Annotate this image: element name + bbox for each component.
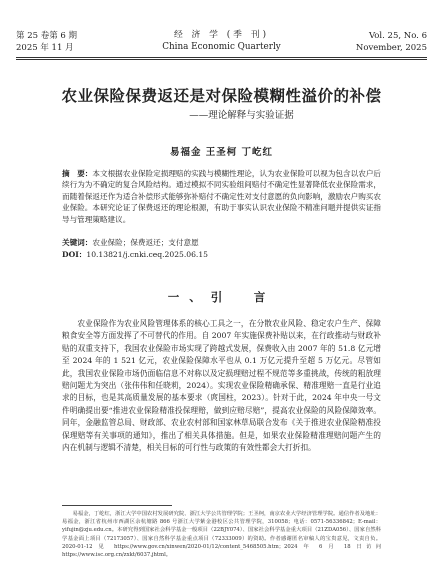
header-rule-bottom [16, 59, 427, 60]
article-subtitle: ——理论解释与实验证据 [189, 110, 294, 121]
body-paragraph: 农业保险作为农业风险管理体系的核心工具之一，在分散农业风险、稳定农户生产、保障粮食安全等方面发挥了不可替代的作用。自 2007 年实施保费补贴以来，在行政推动与财政补贴的双重支持下，我国农业保险市场实现了跨越式发展，保费收入由 2007 年的 51.8 亿元增至 2024 年的 1 521 亿元，农业保险保障水平也从 0.1 万亿元提升至超 5 万亿元。尽管如此，我国农业保险市场仍面临信息不对称以及定损理赔过程不规范等多重挑战，传统的粗放理赔问题尤为突出（张伟伟和任晓莉，2024）。实现农业保险精确承保、精准理赔一直是行业追求的目标，也是其高质量发展的基本要求（庹国柱，2023）。针对于此，2024 年中央一号文件明确提出要“推进农业保险精准投保理赔，做到应赔尽赔”，提高农业保险的风险保障效率。同年，金融监管总局、财政部、农业农村部和国家林草局联合发布《关于推进农业保险精准投保理赔等有关事项的通知》，推出了相关具体措施。但是，如果农业保险精准理赔问题产生的内在机制与逻辑不清楚，相关目标的可行性与政策的有效性都会大打折扣。 [62, 319, 381, 453]
doi-label: DOI： [62, 250, 87, 259]
article-authors: 易福金 王圣柯 丁屹红 [169, 147, 274, 158]
keywords [62, 237, 381, 248]
keywords-label: 关键词： [62, 238, 93, 247]
section-heading: 一、引 言 [167, 290, 276, 304]
footnote: 易福金，丁屹红，浙江大学中国农村发展研究院、浙江大学公共管理学院；王圣柯，南京农业大学经济管理学院。通信作者及地址：易福金，浙江省杭州市西湖区余杭塘路 866 号浙江大学紫金港校区公共管理学院，310058；电话：0571-56336842；E-mail：yifujin@zju.edu.cn。本研究得到国家社会科学基金一般项目（22BJY074）、国家社会科学基金重大项目（21ZDA056）、国家自然科学基金面上项目（72173057）、国家自然科学基金重点项目（72333009）的资助。作者感谢匿名审稿人的宝贵意见，文责自负。2020-01-12 见 https://www.gov.cn/xinwen/2020-01/12/content_5468505.htm；2024 年 6 月 18 日访问 https://www.isc.org.cn/zxkt/6037.jhtml。 [62, 511, 381, 559]
abstract-text: 本文根据农业保险定损理赔的实践与模糊性理论，认为农业保险可以视为包含以农户后续行为为不确定的复合风险结构。通过模拟不同实验组间赔付不确定性显著降低农业保险需求，而随着保返还作为适合补偿形式能够弥补赔付不确定性对支付意愿的负向影响，激励农户购买农业保险。本研究论证了保费返还的理论根源，有助于事实认识农业保险不精准问题并提供实证指导与管理策略建议。 [62, 169, 382, 224]
abstract [62, 168, 381, 225]
footnote-divider [62, 505, 172, 506]
doi-text: 10.13821/j.cnki.ceq.2025.06.15 [86, 250, 209, 259]
doi [62, 249, 381, 260]
journal-name-cn: 经 济 学 (季 刊) [173, 30, 270, 40]
keywords-text: 农业保险；保费返还；支付意愿 [92, 238, 199, 247]
header-rule-top [16, 57, 427, 58]
journal-issue-en [356, 30, 427, 54]
volume-issue-cn: 第 25 卷第 6 期 [16, 31, 78, 41]
date-cn: 2025 年 11 月 [16, 43, 74, 53]
abstract-label: 摘 要： [62, 169, 93, 178]
journal-name-en: China Economic Quarterly [162, 42, 281, 52]
volume-issue-en: Vol. 25, No. 6 [368, 31, 427, 41]
date-en: November, 2025 [355, 43, 427, 53]
article-title: 农业保险保费返还是对保险模糊性溢价的补偿 [61, 86, 382, 105]
